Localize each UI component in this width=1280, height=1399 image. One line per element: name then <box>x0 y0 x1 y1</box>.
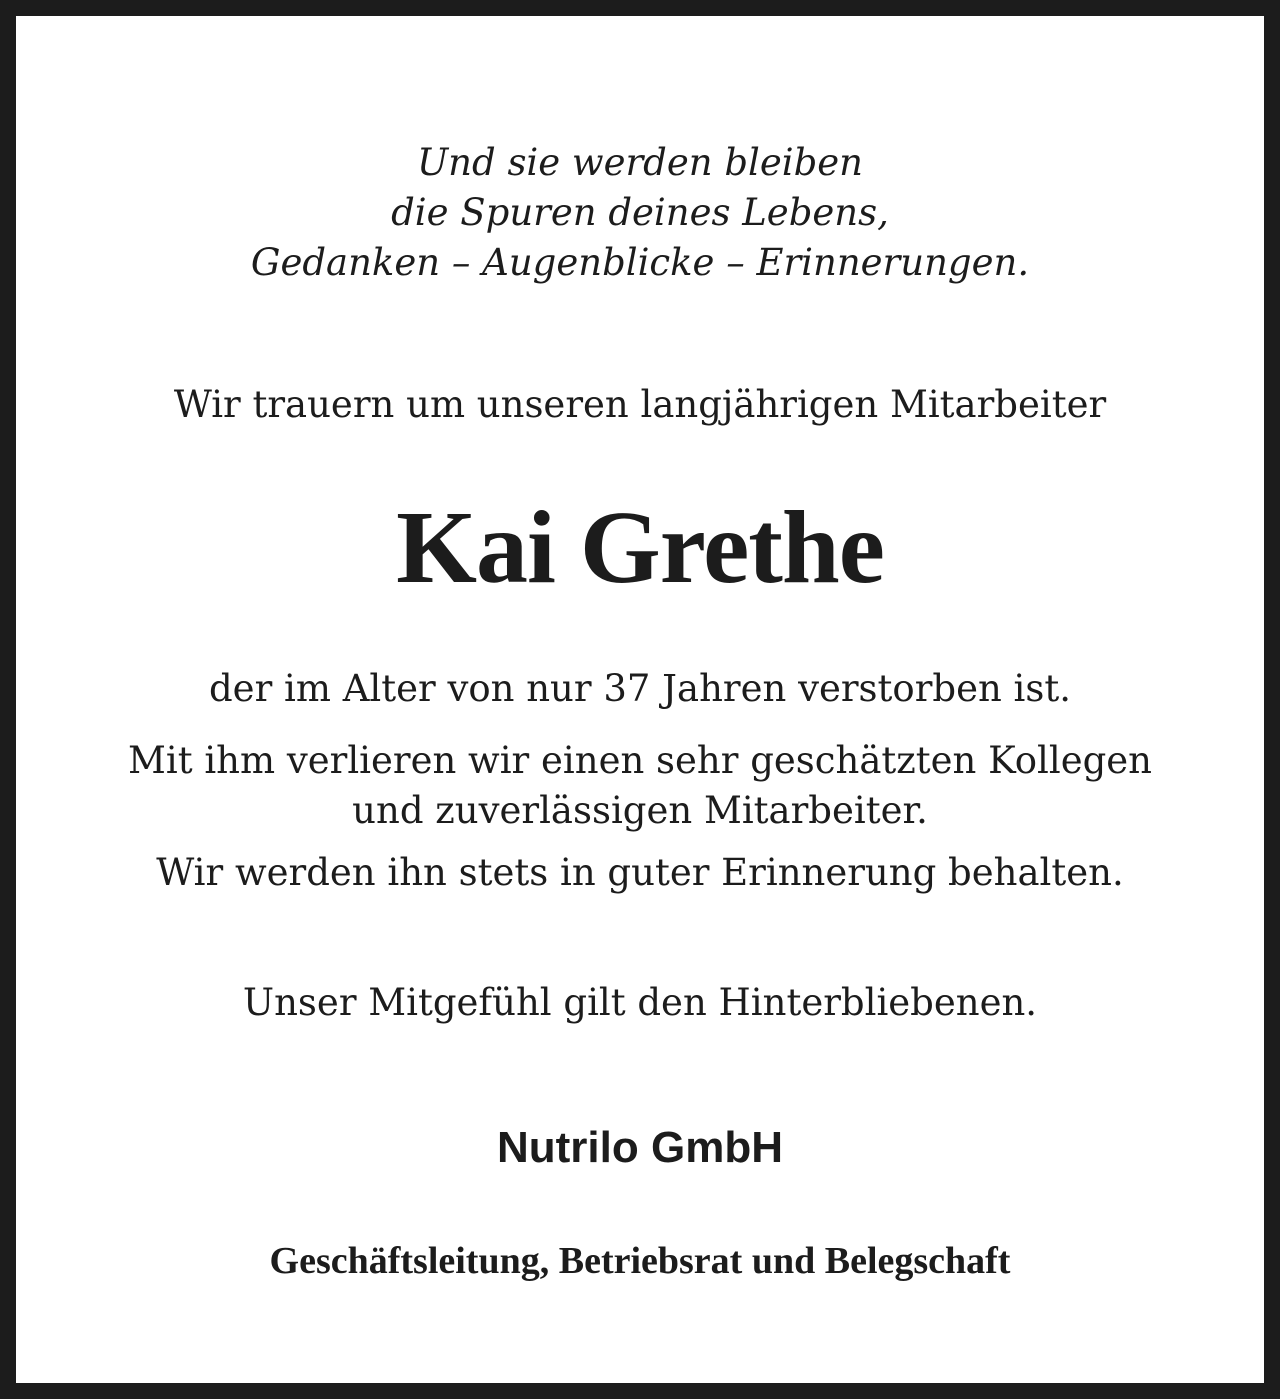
remembrance-text: Wir werden ihn stets in guter Erinnerung behalten. <box>156 851 1124 894</box>
tribute-line-1: Mit ihm verlieren wir einen sehr geschätzten Kollegen <box>127 739 1153 782</box>
tribute-line-2: und zuverlässigen Mitarbeiter. <box>352 789 928 832</box>
poem-line-1: Und sie werden bleiben <box>416 141 864 184</box>
poem-line-2: die Spuren deines Lebens, <box>391 191 889 234</box>
condolence-text: Unser Mitgefühl gilt den Hinterbliebenen. <box>242 981 1038 1024</box>
company-name: Nutrilo GmbH <box>497 1123 783 1172</box>
age-text: der im Alter von nur 37 Jahren verstorben ist. <box>208 667 1072 710</box>
deceased-name: Kai Grethe <box>396 490 884 605</box>
signatories-text: Geschäftsleitung, Betriebsrat und Belegschaft <box>269 1240 1011 1282</box>
intro-text: Wir trauern um unseren langjährigen Mitarbeiter <box>173 383 1107 426</box>
poem-line-3: Gedanken – Augenblicke – Erinnerungen. <box>250 241 1030 284</box>
